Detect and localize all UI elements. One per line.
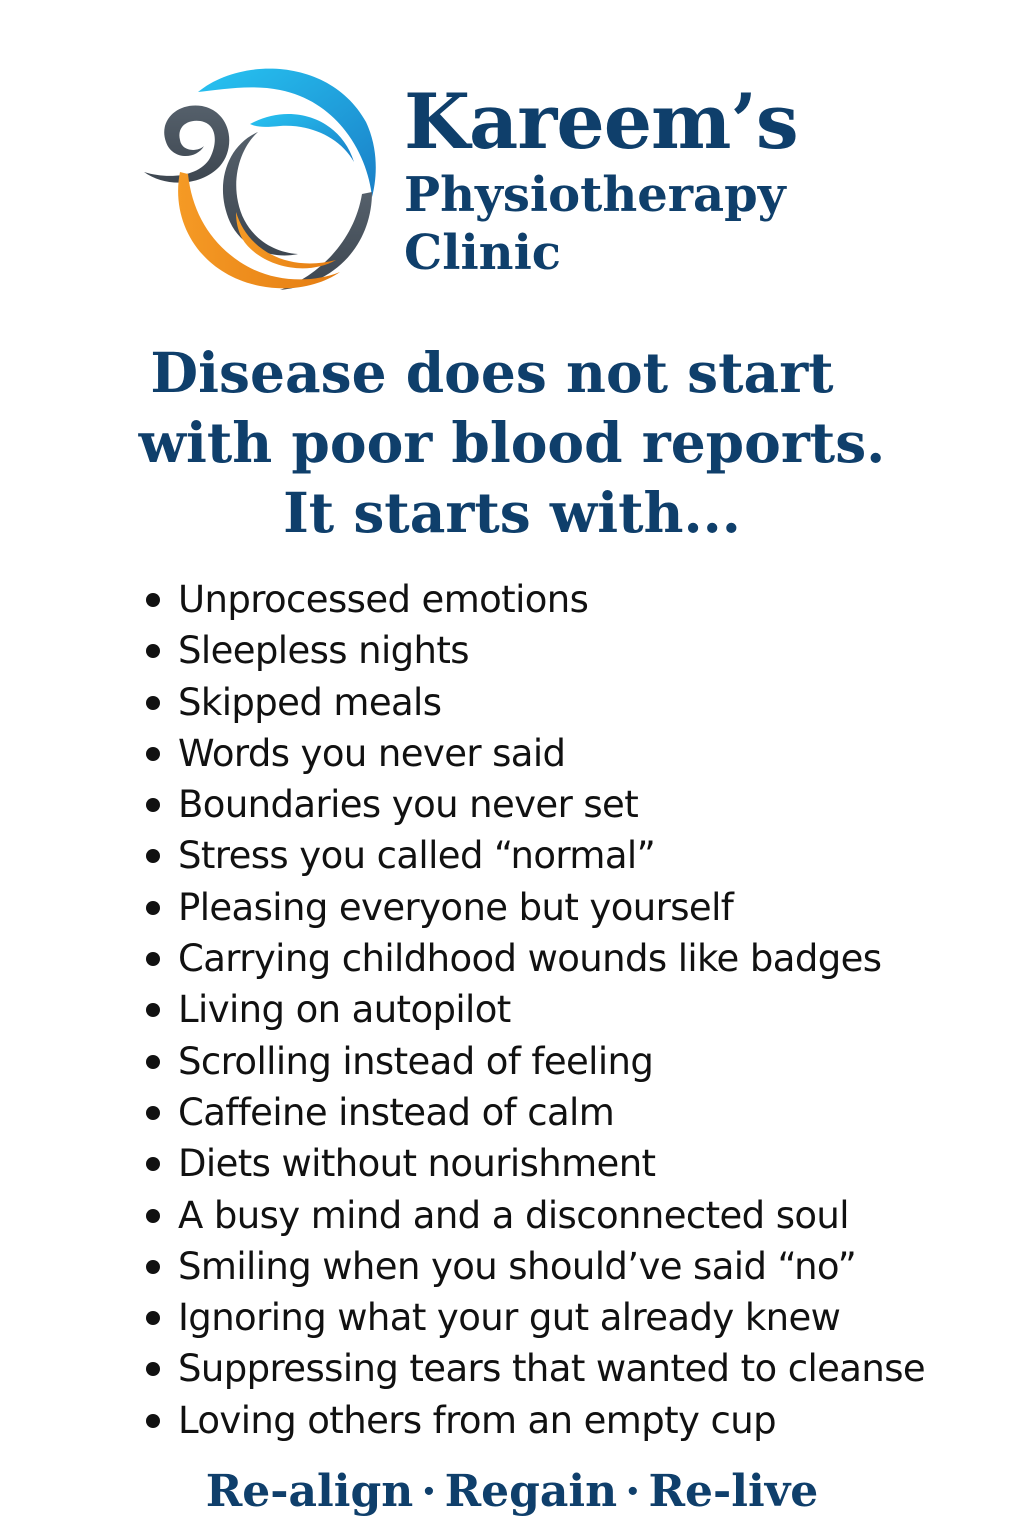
bullet-icon: [146, 1209, 160, 1223]
bullet-icon: [146, 1260, 160, 1274]
list-item-text: Living on autopilot: [178, 988, 511, 1032]
list-item: [140, 830, 925, 881]
list-item: [140, 779, 925, 830]
list-item-text: Words you never said: [178, 731, 566, 775]
list-item: [140, 728, 925, 779]
tagline: [0, 1464, 1024, 1520]
tagline-separator: ·: [421, 1466, 437, 1517]
list-item: [140, 984, 925, 1035]
bullet-icon: [146, 747, 160, 761]
swirl-person-logo-icon: [140, 62, 384, 294]
list-item: [140, 1087, 925, 1138]
list-item-text: A busy mind and a disconnected soul: [178, 1193, 849, 1237]
list-item: [140, 1395, 925, 1446]
bullet-icon: [146, 1311, 160, 1325]
bullet-icon: [146, 696, 160, 710]
tagline-separator: ·: [625, 1466, 641, 1517]
bullet-icon: [146, 849, 160, 863]
list-item-text: Stress you called “normal”: [178, 834, 656, 878]
list-item-text: Unprocessed emotions: [178, 578, 589, 621]
list-item-text: Smiling when you should’ve said “no”: [178, 1244, 857, 1288]
list-item-text: Sleepless nights: [178, 629, 469, 673]
bullet-icon: [146, 1003, 160, 1017]
list-item-text: Ignoring what your gut already knew: [178, 1296, 841, 1340]
list-item: [140, 625, 925, 676]
bullet-icon: [146, 593, 160, 607]
bullet-icon: [146, 1157, 160, 1171]
causes-list: [140, 574, 925, 1446]
list-item: [140, 1343, 925, 1394]
list-item-text: Skipped meals: [178, 680, 442, 724]
tagline-regain: Regain: [444, 1466, 618, 1517]
headline-line-3: It starts with...: [283, 480, 741, 545]
bullet-icon: [146, 952, 160, 966]
list-item-text: Boundaries you never set: [178, 783, 639, 827]
tagline-realign: Re-align: [205, 1466, 414, 1517]
bullet-icon: [146, 1106, 160, 1120]
list-item-text: Pleasing everyone but yourself: [178, 885, 734, 929]
brand-line-clinic: Clinic: [404, 225, 562, 281]
brand-name: Kareem’s: [404, 77, 798, 166]
list-item-text: Loving others from an empty cup: [178, 1398, 776, 1442]
bullet-icon: [146, 1362, 160, 1376]
list-item: [140, 1138, 925, 1189]
bullet-icon: [146, 798, 160, 812]
list-item-text: Diets without nourishment: [178, 1142, 656, 1186]
list-item: [140, 882, 925, 933]
list-item: [140, 1292, 925, 1343]
clinic-logo: [140, 62, 384, 294]
clinic-name: [404, 78, 798, 282]
list-item: [140, 1241, 925, 1292]
list-item: [140, 933, 925, 984]
bullet-icon: [146, 901, 160, 915]
list-item: [140, 1036, 925, 1087]
list-item-text: Suppressing tears that wanted to cleanse: [178, 1347, 926, 1391]
list-item-text: Scrolling instead of feeling: [178, 1039, 654, 1083]
list-item: [140, 574, 925, 625]
brand-line-physiotherapy: Physiotherapy: [404, 167, 786, 223]
list-item-text: Carrying childhood wounds like badges: [178, 937, 882, 981]
list-item: [140, 1190, 925, 1241]
list-item: [140, 677, 925, 728]
headline: [0, 338, 1024, 548]
tagline-relive: Re-live: [648, 1466, 819, 1517]
headline-line-1: Disease does not start: [150, 340, 834, 405]
bullet-icon: [146, 1055, 160, 1069]
bullet-icon: [146, 644, 160, 658]
bullet-icon: [146, 1414, 160, 1428]
headline-line-2: with poor blood reports.: [138, 410, 886, 475]
list-item-text: Caffeine instead of calm: [178, 1090, 615, 1134]
